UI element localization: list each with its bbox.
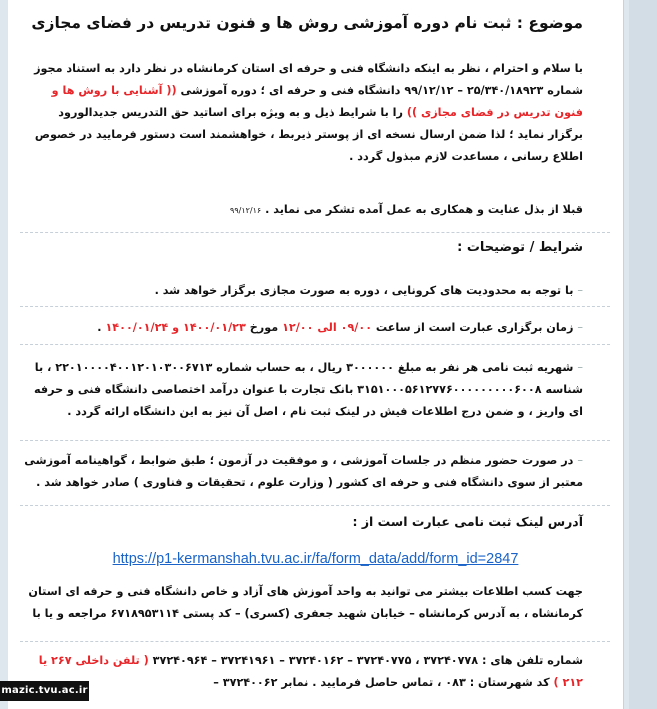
intro-text-1: نظر به اینکه دانشگاه فنی و حرفه ای استان کرمانشاه در نظر دارد به استناد مجوز شماره ۲۵/۳۴۰/۱۸۹۲۳ – ۹۹/۱۲/۱۲ دانشگاه فنی و حرفه ای ؛ دوره آموزشی <box>34 62 583 97</box>
condition-item: –شهریه ثبت نامی هر نفر به مبلغ ۳۰۰۰۰۰۰ ریال ، به حساب شماره ۲۲۰۱۰۰۰۰۴۰۰۱۲۰۱۰۳۰۰۶۷۱۳ ، با شناسه ۳۱۵۱۰۰۰۵۶۱۲۷۷۶۰۰۰۰۰۰۰۰۰۶۰۰۸ بانک تجارت با عنوان درآمد اختصاصی دانشگاه فنی و حرفه ای واریز ، و ضمن درج اطلاعات فیش در لینک ثبت نام ، اصل آن نیز به این دانشگاه ارائه گردد . <box>34 361 583 418</box>
internal-extension: ( تلفن داخلی ۲۶۷ یا ۲۱۲ ) <box>38 654 583 689</box>
phones-paragraph <box>23 650 583 694</box>
condition-text: با توجه به محدودیت های کرونایی ، دوره به صورت مجازی برگزار خواهد شد . <box>154 284 574 297</box>
thanks-text: قبلا از بذل عنایت و همکاری به عمل آمده تشکر می نماید . <box>265 203 583 216</box>
intro-paragraph <box>23 58 583 168</box>
page-margin-strip <box>629 0 657 709</box>
course-title: (( آشنایی با روش ها و فنون تدریس در فضای مجازی )) <box>51 84 583 119</box>
more-info-paragraph: جهت کسب اطلاعات بیشتر می توانید به واحد آموزش های آزاد و خاص دانشگاه فنی و حرفه ای استان کرمانشاه ، به آدرس کرمانشاه – خیابان شهید جعفری (کسری) – کد پستی ۶۷۱۸۹۵۳۱۱۴ مراجعه و یا با <box>28 585 583 620</box>
date-range: ۱۴۰۰/۰۱/۲۳ و ۱۴۰۰/۰۱/۲۴ <box>105 321 246 334</box>
divider <box>20 641 610 642</box>
condition-item: –در صورت حضور منظم در جلسات آموزشی ، و موفقیت در آزمون ؛ طبق ضوابط ، گواهینامه آموزشی معتبر از سوی دانشگاه فنی و حرفه ای کشور ( وزارت علوم ، تحقیقات و فناوری ) صادر خواهد شد . <box>24 454 583 489</box>
divider <box>20 306 610 307</box>
phones-text: شماره تلفن های : ۳۷۲۴۰۷۷۸ ، ۳۷۲۴۰۷۷۵ – ۳۷۲۴۰۱۶۲ – ۳۷۲۴۱۹۶۱ – ۳۷۲۴۰۹۶۴ <box>148 654 583 667</box>
divider <box>20 232 610 233</box>
greeting: با سلام و احترام ، <box>484 62 583 75</box>
intro-text-2: را با شرایط ذیل و به ویژه برای اساتید حق التدریس جدیدالورود برگزار نماید ؛ لذا ضمن ارسال نسخه ای از پوستر ذیربط ، خواهشمند است دستور فرمایید در خصوص اطلاع رسانی ، مساعدت لازم مبذول گردد . <box>34 106 583 163</box>
letter-date: ۹۹/۱۲/۱۶ <box>230 206 262 215</box>
letter-page <box>8 0 623 709</box>
condition-text: . <box>97 321 106 334</box>
condition-item: –زمان برگزاری عبارت است از ساعت ۰۹/۰۰ الی ۱۲/۰۰ مورخ ۱۴۰۰/۰۱/۲۳ و ۱۴۰۰/۰۱/۲۴ . <box>97 321 583 334</box>
subject-heading: موضوع : ثبت نام دوره آموزشی روش ها و فنون تدریس در فضای مجازی <box>31 14 583 32</box>
phones-text-2: کد شهرستان : ۰۸۳ ، تماس حاصل فرمایید . نمابر ۳۷۲۴۰۰۶۲ – <box>213 676 554 689</box>
divider <box>20 440 610 441</box>
thanks-line <box>23 203 583 216</box>
condition-text: زمان برگزاری عبارت است از ساعت <box>372 321 574 334</box>
divider <box>20 344 610 345</box>
condition-text: در صورت حضور منظم در جلسات آموزشی ، و موفقیت در آزمون ؛ طبق ضوابط ، گواهینامه آموزشی معتبر از سوی دانشگاه فنی و حرفه ای کشور ( وزارت علوم ، تحقیقات و فناوری ) صادر خواهد شد . <box>24 454 583 489</box>
conditions-title: شرایط / توضیحات : <box>457 240 583 255</box>
divider <box>20 505 610 506</box>
site-logo: mazic.tvu.ac.ir <box>0 681 89 701</box>
condition-item: –با توجه به محدودیت های کرونایی ، دوره به صورت مجازی برگزار خواهد شد . <box>154 284 583 297</box>
condition-text: شهریه ثبت نامی هر نفر به مبلغ ۳۰۰۰۰۰۰ ریال ، به حساب شماره ۲۲۰۱۰۰۰۰۴۰۰۱۲۰۱۰۳۰۰۶۷۱۳ ، با شناسه ۳۱۵۱۰۰۰۵۶۱۲۷۷۶۰۰۰۰۰۰۰۰۰۶۰۰۸ بانک تجارت با عنوان درآمد اختصاصی دانشگاه فنی و حرفه ای واریز ، و ضمن درج اطلاعات فیش در لینک ثبت نام ، اصل آن نیز به این دانشگاه ارائه گردد . <box>34 361 583 418</box>
time-range: ۰۹/۰۰ الی ۱۲/۰۰ <box>282 321 373 334</box>
registration-link[interactable]: https://p1-kermanshah.tvu.ac.ir/fa/form_data/add/form_id=2847 <box>112 551 519 567</box>
address-title: آدرس لینک ثبت نامی عبارت است از : <box>352 514 583 529</box>
condition-text: مورخ <box>245 321 283 334</box>
